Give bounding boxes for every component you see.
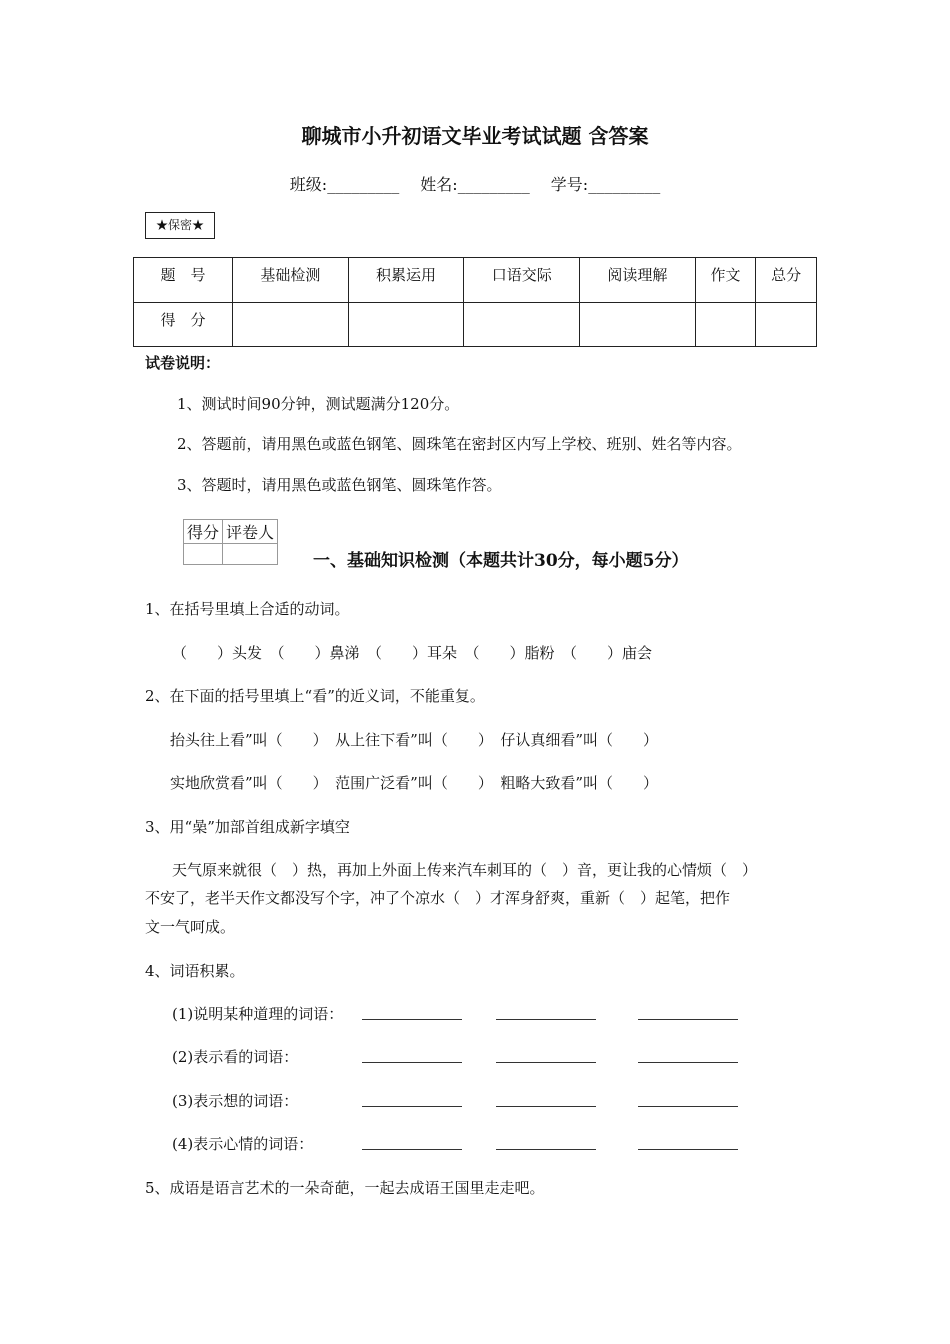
question-4-item: (2)表示看的词语： [172,1048,299,1066]
score-header-cell: 总分 [756,258,817,303]
name-field[interactable]: 姓名:_________ [420,175,530,194]
question-1: 1、在括号里填上合适的动词。 [145,600,350,618]
grader-reviewer-label: 评卷人 [223,520,278,544]
score-header-cell: 阅读理解 [580,258,696,303]
student-info [0,172,950,195]
score-input-cell[interactable] [756,302,817,347]
score-input-cell[interactable] [348,302,464,347]
grader-score-cell[interactable] [184,544,223,565]
grader-reviewer-cell[interactable] [223,544,278,565]
score-row-label: 得 分 [134,302,233,347]
question-4-item: (4)表示心情的词语： [172,1135,314,1153]
grader-score-label: 得分 [184,520,223,544]
question-3: 3、用“喿”加部首组成新字填空 [145,818,350,836]
question-2-line-1[interactable]: 抬头往上看”叫（ ） 从上往下看”叫（ ） 仔认真细看”叫（ ） [170,731,659,749]
instruction-item: 3、答题时，请用黑色或蓝色钢笔、圆珠笔作答。 [177,476,502,494]
score-table-score-row [134,302,817,347]
class-field[interactable]: 班级:_________ [289,175,400,194]
answer-blank[interactable] [496,1092,596,1107]
score-header-cell: 基础检测 [233,258,349,303]
question-4: 4、词语积累。 [145,962,245,980]
score-header-cell: 口语交际 [464,258,580,303]
answer-blank[interactable] [638,1135,738,1150]
question-4-item: (1)说明某种道理的词语： [172,1005,344,1023]
score-header-cell: 积累运用 [348,258,464,303]
exam-title: 聊城市小升初语文毕业考试试题 含答案 [301,124,649,148]
question-3-paragraph[interactable]: 天气原来就很（ ）热，再加上外面上传来汽车刺耳的（ ）音，更让我的心情烦（ ） [172,861,758,879]
answer-blank[interactable] [362,1048,462,1063]
section-heading: 一、基础知识检测（本题共计30分，每小题5分） [313,551,689,571]
answer-blank[interactable] [638,1005,738,1020]
answer-blank[interactable] [638,1048,738,1063]
question-3-paragraph[interactable]: 文一气呵成。 [145,918,236,936]
answer-blank[interactable] [362,1135,462,1150]
score-input-cell[interactable] [233,302,349,347]
answer-blank[interactable] [496,1005,596,1020]
answer-blank[interactable] [638,1092,738,1107]
answer-blank[interactable] [362,1005,462,1020]
answer-blank[interactable] [496,1048,596,1063]
score-header-cell: 作文 [695,258,756,303]
score-input-cell[interactable] [464,302,580,347]
question-1-blanks[interactable]: （ ）头发 （ ）鼻涕 （ ）耳朵 （ ）脂粉 （ ）庙会 [172,644,653,662]
score-table-header-row [134,258,817,303]
question-2-line-2[interactable]: 实地欣赏看”叫（ ） 范围广泛看”叫（ ） 粗略大致看”叫（ ） [170,774,659,792]
answer-blank[interactable] [362,1092,462,1107]
question-5: 5、成语是语言艺术的一朵奇葩，一起去成语王国里走走吧。 [145,1179,545,1197]
score-input-cell[interactable] [580,302,696,347]
score-input-cell[interactable] [695,302,756,347]
score-header-cell: 题 号 [134,258,233,303]
student-id-field[interactable]: 学号:_________ [550,175,661,194]
instruction-item: 2、答题前，请用黑色或蓝色钢笔、圆珠笔在密封区内写上学校、班别、姓名等内容。 [177,435,742,453]
question-4-item: (3)表示想的词语： [172,1092,299,1110]
answer-blank[interactable] [496,1135,596,1150]
question-2: 2、在下面的括号里填上“看”的近义词，不能重复。 [145,687,485,705]
confidential-badge: ★保密★ [145,212,215,239]
grader-box [183,519,278,565]
question-3-paragraph[interactable]: 不安了，老半天作文都没写个字，冲了个凉水（ ）才浑身舒爽，重新（ ）起笔，把作 [145,889,731,907]
instructions-heading: 试卷说明： [145,354,221,372]
instruction-item: 1、测试时间90分钟，测试题满分120分。 [177,395,460,413]
score-table [133,257,817,347]
